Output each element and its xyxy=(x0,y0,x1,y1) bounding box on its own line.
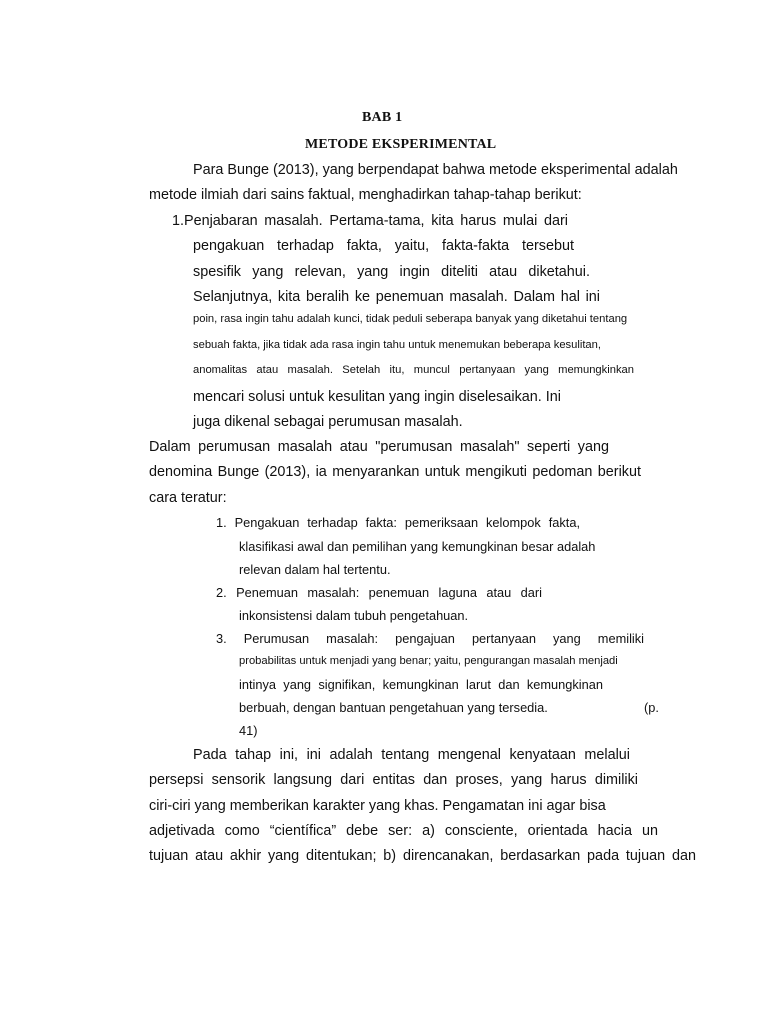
quote-item3-line-1: 3. Perumusan masalah: pengajuan pertanyaan yang memiliki xyxy=(216,631,644,646)
step1-line-9: juga dikenal sebagai perumusan masalah. xyxy=(193,414,463,430)
citation-page-label: (p. xyxy=(644,700,659,715)
step1-line-8: mencari solusi untuk kesulitan yang ingin diselesaikan. Ini xyxy=(193,389,561,405)
quote-item3-line-4: berbuah, dengan bantuan pengetahuan yang tersedia. xyxy=(239,700,548,715)
intro-line-2: metode ilmiah dari sains faktual, menghadirkan tahap-tahap berikut: xyxy=(149,187,582,203)
step1-line-2: pengakuan terhadap fakta, yaitu, fakta-fakta tersebut xyxy=(193,238,574,254)
para3-line-4: adjetivada como “científica” debe ser: a) consciente, orientada hacia un xyxy=(149,823,658,839)
quote-item1-line-1: 1. Pengakuan terhadap fakta: pemeriksaan kelompok fakta, xyxy=(216,515,580,530)
quote-item1-line-2: klasifikasi awal dan pemilihan yang kemungkinan besar adalah xyxy=(239,539,596,554)
quote-item3-line-3: intinya yang signifikan, kemungkinan larut dan kemungkinan xyxy=(239,677,603,692)
quote-item3-line-2: probabilitas untuk menjadi yang benar; yaitu, pengurangan masalah menjadi xyxy=(239,655,618,667)
step1-line-1: 1.Penjabaran masalah. Pertama-tama, kita harus mulai dari xyxy=(172,213,568,229)
para3-line-1: Pada tahap ini, ini adalah tentang mengenal kenyataan melalui xyxy=(193,747,630,763)
para3-line-5: tujuan atau akhir yang ditentukan; b) direncanakan, berdasarkan pada tujuan dan xyxy=(149,848,696,864)
intro-line-1: Para Bunge (2013), yang berpendapat bahwa metode eksperimental adalah xyxy=(193,162,678,178)
quote-item1-line-3: relevan dalam hal tertentu. xyxy=(239,562,391,577)
step1-line-6: sebuah fakta, jika tidak ada rasa ingin tahu untuk menemukan beberapa kesulitan, xyxy=(193,339,601,351)
para2-line-3: cara teratur: xyxy=(149,490,227,506)
quote-item2-line-1: 2. Penemuan masalah: penemuan laguna atau dari xyxy=(216,585,542,600)
citation-page-number: 41) xyxy=(239,723,258,738)
para3-line-2: persepsi sensorik langsung dari entitas dan proses, yang harus dimiliki xyxy=(149,772,638,788)
chapter-number: BAB 1 xyxy=(362,110,403,125)
para3-line-3: ciri-ciri yang memberikan karakter yang khas. Pengamatan ini agar bisa xyxy=(149,798,606,814)
para2-line-1: Dalam perumusan masalah atau "perumusan masalah" seperti yang xyxy=(149,439,609,455)
chapter-title: METODE EKSPERIMENTAL xyxy=(305,137,497,152)
step1-line-3: spesifik yang relevan, yang ingin diteliti atau diketahui. xyxy=(193,264,590,280)
step1-line-4: Selanjutnya, kita beralih ke penemuan masalah. Dalam hal ini xyxy=(193,289,600,305)
quote-item2-line-2: inkonsistensi dalam tubuh pengetahuan. xyxy=(239,608,469,623)
step1-line-5: poin, rasa ingin tahu adalah kunci, tidak peduli seberapa banyak yang diketahui tentang xyxy=(193,313,628,325)
step1-line-7: anomalitas atau masalah. Setelah itu, muncul pertanyaan yang memungkinkan xyxy=(193,364,634,376)
para2-line-2: denomina Bunge (2013), ia menyarankan untuk mengikuti pedoman berikut xyxy=(149,464,641,480)
